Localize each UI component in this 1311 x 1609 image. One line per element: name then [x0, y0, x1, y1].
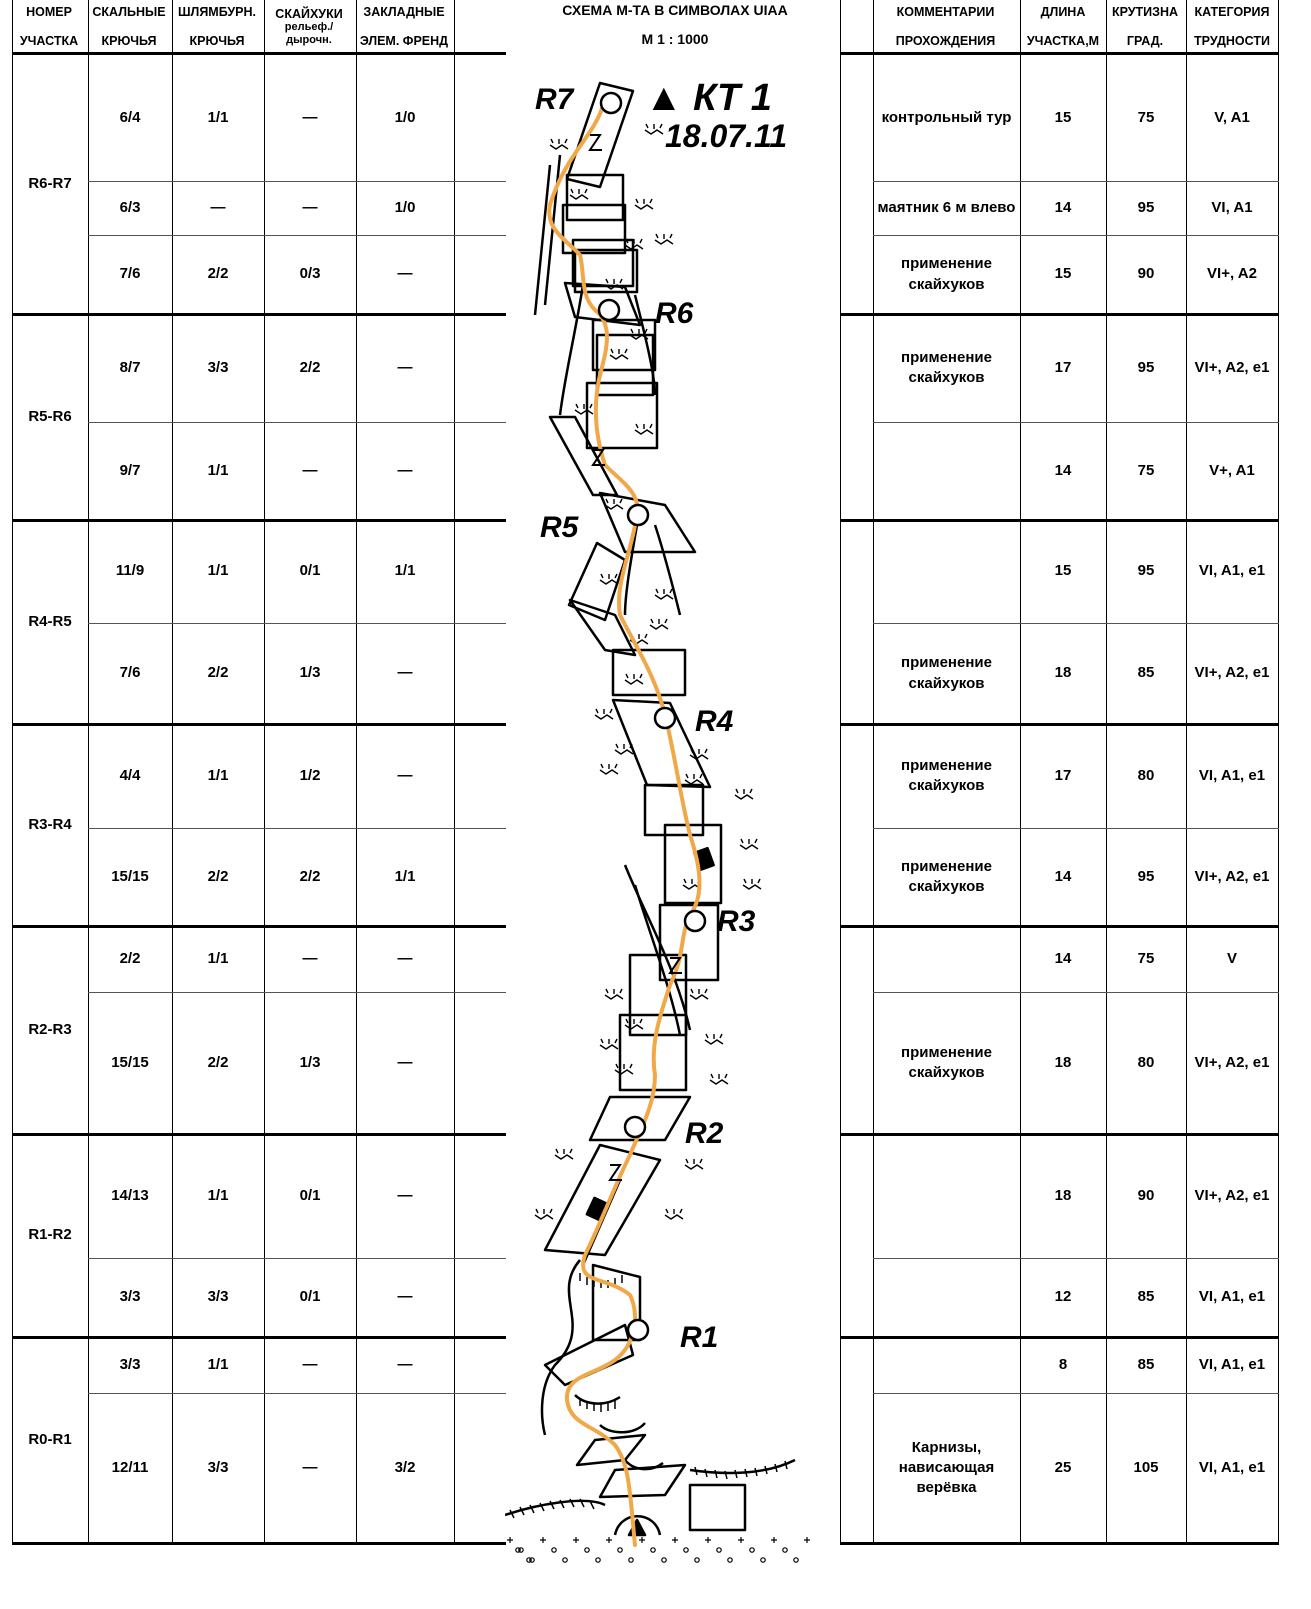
- vegetation-mark: [615, 1064, 633, 1074]
- scree-mark: [738, 1537, 744, 1543]
- friends-cell: —: [397, 664, 413, 682]
- steepness-cell: 80: [1137, 1053, 1155, 1071]
- category-cell: VI+, A2: [1207, 265, 1257, 283]
- vegetation-mark: [635, 199, 653, 209]
- comment-cell: [873, 926, 1020, 992]
- comment-cell: применение скайхуков: [901, 857, 992, 895]
- steepness-cell: 95: [1137, 198, 1155, 216]
- category-cell: VI+, A2, e1: [1194, 1053, 1270, 1071]
- header-scheme: [505, 0, 845, 50]
- steepness-cell: 85: [1137, 1288, 1155, 1306]
- length-cell: 18: [1054, 664, 1072, 682]
- skyhooks-cell: —: [302, 461, 318, 479]
- overhang-arc: [575, 1395, 620, 1404]
- bolts-cell: 3/3: [207, 1458, 229, 1476]
- vegetation-mark: [735, 789, 753, 799]
- scree-mark: [527, 1558, 531, 1562]
- category-cell: V+, A1: [1209, 461, 1255, 479]
- steepness-cell: 90: [1137, 265, 1155, 283]
- skyhooks-cell: 0/1: [299, 562, 321, 580]
- station-circle-r5: [628, 505, 648, 525]
- header-length: [1020, 0, 1106, 53]
- header-friends: [356, 0, 452, 53]
- bolts-cell: 1/1: [207, 1186, 229, 1204]
- rock-pitons-cell: 3/3: [119, 1288, 141, 1306]
- station-label-r1: R1: [680, 1321, 719, 1354]
- steepness-cell: 95: [1137, 358, 1155, 376]
- vegetation-mark: [635, 424, 653, 434]
- station-label-r7: R7: [535, 83, 574, 116]
- vegetation-mark: [710, 1074, 728, 1084]
- length-cell: 14: [1054, 949, 1072, 967]
- vegetation-mark: [690, 989, 708, 999]
- scree-mark: [573, 1537, 579, 1543]
- length-cell: 8: [1058, 1355, 1068, 1373]
- header-text: КРУТИЗНА: [1111, 4, 1179, 19]
- section-name: R6-R7: [28, 175, 72, 193]
- rock-pitons-cell: 9/7: [119, 461, 141, 479]
- station-label-r3: R3: [717, 905, 756, 938]
- category-cell: VI, A1: [1211, 198, 1253, 216]
- skyhooks-cell: 2/2: [299, 867, 321, 885]
- vegetation-mark: [550, 139, 568, 149]
- category-cell: VI, A1, e1: [1198, 1458, 1266, 1476]
- rock-slab: [545, 1145, 660, 1255]
- vegetation-mark: [645, 124, 663, 134]
- header-text: ДЛИНА: [1040, 4, 1086, 19]
- header-text: УЧАСТКА: [19, 33, 79, 48]
- vegetation-mark: [605, 989, 623, 999]
- steepness-cell: 80: [1137, 766, 1155, 784]
- bolts-cell: 2/2: [207, 867, 229, 885]
- vegetation-mark: [570, 189, 588, 199]
- friends-cell: —: [397, 766, 413, 784]
- header-text: КРЮЧЬЯ: [189, 33, 245, 48]
- rock-pitons-cell: 6/4: [119, 108, 141, 126]
- scree-mark: [750, 1548, 754, 1552]
- skyhooks-cell: —: [302, 949, 318, 967]
- rock-pitons-cell: 14/13: [111, 1186, 149, 1204]
- header-section-number: [12, 0, 86, 53]
- scree-mark: [728, 1558, 732, 1562]
- vegetation-mark: [685, 1159, 703, 1169]
- comment-cell: применение скайхуков: [901, 654, 992, 692]
- rock-pitons-cell: 4/4: [119, 766, 141, 784]
- header-text: ЗАКЛАДНЫЕ: [363, 4, 445, 19]
- header-text: КАТЕГОРИЯ: [1194, 4, 1270, 19]
- station-label-r4: R4: [695, 705, 734, 738]
- skyhooks-cell: 0/1: [299, 1288, 321, 1306]
- scree-mark: [684, 1548, 688, 1552]
- vegetation-mark: [743, 879, 761, 889]
- rock-pitons-cell: 3/3: [119, 1355, 141, 1373]
- length-cell: 17: [1054, 358, 1072, 376]
- length-cell: 17: [1054, 766, 1072, 784]
- scree-mark: [629, 1558, 633, 1562]
- comment-cell: применение скайхуков: [901, 255, 992, 293]
- route-scheme-diagram: [505, 55, 845, 1609]
- vegetation-mark: [655, 589, 673, 599]
- scree-mark: [516, 1548, 520, 1552]
- length-cell: 18: [1054, 1186, 1072, 1204]
- scree-mark: [618, 1548, 622, 1552]
- steepness-cell: 75: [1137, 461, 1155, 479]
- station-label-r5: R5: [540, 511, 579, 544]
- header-text: СКАЙХУКИ: [275, 6, 343, 21]
- vegetation-mark: [555, 1149, 573, 1159]
- checkpoint-label: ▲ КТ 1: [645, 77, 772, 119]
- friends-cell: —: [397, 265, 413, 283]
- grid-vline: [1278, 0, 1279, 1543]
- skyhooks-cell: 0/3: [299, 265, 321, 283]
- station-circle-r7: [601, 93, 621, 113]
- station-circle-r2: [625, 1117, 645, 1137]
- scree-mark: [771, 1537, 777, 1543]
- friends-cell: 1/0: [394, 198, 416, 216]
- length-cell: 15: [1054, 108, 1072, 126]
- length-cell: 14: [1054, 461, 1072, 479]
- header-bolts: [172, 0, 262, 53]
- crack-line: [542, 1260, 580, 1435]
- vegetation-mark: [625, 674, 643, 684]
- section-name: R1-R2: [28, 1226, 72, 1244]
- scree-mark: [662, 1558, 666, 1562]
- skyhooks-cell: —: [302, 198, 318, 216]
- scree-mark: [639, 1537, 645, 1543]
- hatching: [695, 1461, 787, 1479]
- comment-cell: [873, 1258, 1020, 1337]
- category-cell: VI, A1, e1: [1198, 562, 1266, 580]
- category-cell: VI+, A2, e1: [1194, 358, 1270, 376]
- comment-cell: применение скайхуков: [901, 1043, 992, 1081]
- bolts-cell: 3/3: [207, 358, 229, 376]
- scree-mark: [606, 1537, 612, 1543]
- bolts-cell: 1/1: [207, 461, 229, 479]
- scree-mark: [651, 1548, 655, 1552]
- bolts-cell: 1/1: [207, 108, 229, 126]
- header-rock-pitons: [88, 0, 170, 53]
- skyhooks-cell: 2/2: [299, 358, 321, 376]
- category-cell: VI+, A2, e1: [1194, 867, 1270, 885]
- friends-cell: —: [397, 949, 413, 967]
- scree-mark: [540, 1537, 546, 1543]
- friends-cell: —: [397, 358, 413, 376]
- bolts-cell: 1/1: [207, 949, 229, 967]
- bolts-cell: 2/2: [207, 664, 229, 682]
- vegetation-mark: [600, 1039, 618, 1049]
- vegetation-mark: [650, 619, 668, 629]
- header-text: СХЕМА М-ТА В СИМВОЛАХ UIAA: [562, 2, 788, 19]
- vegetation-mark: [740, 839, 758, 849]
- grid-vline: [454, 0, 455, 1543]
- vegetation-mark: [610, 349, 628, 359]
- rock-pitons-cell: 7/6: [119, 265, 141, 283]
- comment-cell: контрольный тур: [881, 108, 1012, 126]
- steepness-cell: 85: [1137, 664, 1155, 682]
- station-circle-r4: [655, 708, 675, 728]
- vegetation-mark: [575, 404, 593, 414]
- crack-line: [535, 165, 550, 315]
- header-steepness: [1106, 0, 1184, 53]
- skyhooks-cell: 1/2: [299, 766, 321, 784]
- bolts-cell: —: [210, 198, 226, 216]
- category-cell: V, A1: [1214, 108, 1250, 126]
- header-text: НОМЕР: [26, 4, 72, 19]
- scree-mark: [672, 1537, 678, 1543]
- header-skyhooks: [264, 0, 354, 53]
- rock-slab: [550, 417, 617, 495]
- skyhooks-cell: —: [302, 1355, 318, 1373]
- bolts-cell: 3/3: [207, 1288, 229, 1306]
- vegetation-mark: [605, 279, 623, 289]
- skyhooks-cell: 0/1: [299, 1186, 321, 1204]
- length-cell: 25: [1054, 1458, 1072, 1476]
- section-name: R0-R1: [28, 1430, 72, 1448]
- friends-cell: 1/0: [394, 108, 416, 126]
- header-category: [1186, 0, 1278, 53]
- crack-line: [635, 885, 680, 1035]
- header-comments: [873, 0, 1018, 53]
- rock-pitons-cell: 15/15: [111, 867, 149, 885]
- vegetation-mark: [600, 764, 618, 774]
- length-cell: 15: [1054, 265, 1072, 283]
- overhang-arc: [600, 1423, 645, 1432]
- scree-mark: [596, 1558, 600, 1562]
- steepness-cell: 75: [1137, 108, 1155, 126]
- bolts-cell: 1/1: [207, 562, 229, 580]
- bolts-cell: 2/2: [207, 265, 229, 283]
- skyhooks-cell: 1/3: [299, 1053, 321, 1071]
- category-cell: V: [1226, 949, 1237, 967]
- vegetation-mark: [705, 1034, 723, 1044]
- vegetation-mark: [685, 774, 703, 784]
- header-text: УЧАСТКА,М: [1026, 33, 1100, 48]
- vegetation-mark: [655, 234, 673, 244]
- skyhooks-cell: —: [302, 1458, 318, 1476]
- vegetation-mark: [595, 709, 613, 719]
- scree-mark: [717, 1548, 721, 1552]
- header-text: КОММЕНТАРИИ: [896, 4, 995, 19]
- length-cell: 15: [1054, 562, 1072, 580]
- friends-cell: —: [397, 1288, 413, 1306]
- station-circle-r6: [599, 300, 619, 320]
- scree-mark: [585, 1548, 589, 1552]
- comment-cell: Карнизы, нависающая верёвка: [898, 1438, 995, 1497]
- header-text: ПРОХОЖДЕНИЯ: [895, 33, 996, 48]
- steepness-cell: 75: [1137, 949, 1155, 967]
- station-circle-r1: [628, 1320, 648, 1340]
- length-cell: 14: [1054, 867, 1072, 885]
- bolts-cell: 1/1: [207, 766, 229, 784]
- section-name: R2-R3: [28, 1020, 72, 1038]
- friends-cell: 3/2: [394, 1458, 416, 1476]
- vegetation-mark: [535, 1209, 553, 1219]
- friends-cell: 1/1: [394, 562, 416, 580]
- steepness-cell: 90: [1137, 1186, 1155, 1204]
- steepness-cell: 95: [1137, 562, 1155, 580]
- vegetation-mark: [625, 1019, 643, 1029]
- friends-cell: —: [397, 1186, 413, 1204]
- station-label-r2: R2: [685, 1117, 724, 1150]
- rock-pitons-cell: 8/7: [119, 358, 141, 376]
- vegetation-mark: [605, 499, 623, 509]
- friends-cell: —: [397, 1053, 413, 1071]
- header-text: дырочн.: [286, 33, 332, 46]
- scree-mark: [563, 1558, 567, 1562]
- header-text: ШЛЯМБУРН.: [177, 4, 256, 19]
- length-cell: 18: [1054, 1053, 1072, 1071]
- hatching: [580, 1398, 615, 1412]
- scree-mark: [794, 1558, 798, 1562]
- rock-block: [645, 785, 703, 835]
- section-name: R5-R6: [28, 407, 72, 425]
- bolts-cell: 2/2: [207, 1053, 229, 1071]
- skyhooks-cell: 1/3: [299, 664, 321, 682]
- skyhooks-cell: —: [302, 108, 318, 126]
- length-cell: 14: [1054, 198, 1072, 216]
- comment-cell: применение скайхуков: [901, 756, 992, 794]
- station-circle-r3: [685, 911, 705, 931]
- section-name: R4-R5: [28, 612, 72, 630]
- rock-pitons-cell: 2/2: [119, 949, 141, 967]
- comment-cell: [873, 520, 1020, 623]
- scree-mark: [804, 1537, 810, 1543]
- scree-mark: [552, 1548, 556, 1552]
- bolts-cell: 1/1: [207, 1355, 229, 1373]
- comment-cell: [873, 1337, 1020, 1393]
- comment-cell: маятник 6 м влево: [877, 198, 1016, 216]
- header-text: ТРУДНОСТИ: [1194, 33, 1270, 48]
- rock-pitons-cell: 15/15: [111, 1053, 149, 1071]
- vegetation-mark: [600, 574, 618, 584]
- rock-pitons-cell: 11/9: [115, 562, 145, 580]
- comment-cell: [873, 422, 1020, 520]
- steepness-cell: 95: [1137, 867, 1155, 885]
- scree-mark: [695, 1558, 699, 1562]
- scree-mark: [761, 1558, 765, 1562]
- comment-cell: применение скайхуков: [901, 348, 992, 386]
- header-text: М 1 : 1000: [641, 31, 709, 47]
- checkpoint-date: 18.07.11: [665, 118, 788, 154]
- header-text: ГРАД.: [1126, 33, 1164, 48]
- station-label-r6: R6: [655, 297, 694, 330]
- category-cell: VI, A1, e1: [1198, 1355, 1266, 1373]
- section-name: R3-R4: [28, 815, 72, 833]
- friends-cell: —: [397, 1355, 413, 1373]
- rock-pitons-cell: 12/11: [111, 1458, 149, 1476]
- category-cell: VI+, A2, e1: [1194, 1186, 1270, 1204]
- category-cell: VI+, A2, e1: [1194, 664, 1270, 682]
- rock-pitons-cell: 6/3: [119, 198, 141, 216]
- length-cell: 12: [1054, 1288, 1072, 1306]
- category-cell: VI, A1, e1: [1198, 766, 1266, 784]
- vegetation-mark: [665, 1209, 683, 1219]
- steepness-cell: 85: [1137, 1355, 1155, 1373]
- crack-line: [655, 525, 680, 615]
- friends-cell: 1/1: [394, 867, 416, 885]
- rock-pitons-cell: 7/6: [119, 664, 141, 682]
- friends-cell: —: [397, 461, 413, 479]
- comment-cell: [873, 1134, 1020, 1258]
- header-text: СКАЛЬНЫЕ: [92, 4, 166, 19]
- scree-mark: [783, 1548, 787, 1552]
- steepness-cell: 105: [1133, 1458, 1159, 1476]
- scree-mark: [507, 1537, 513, 1543]
- category-cell: VI, A1, e1: [1198, 1288, 1266, 1306]
- header-text: КРЮЧЬЯ: [101, 33, 157, 48]
- header-text: рельеф./: [284, 21, 334, 34]
- scree-mark: [705, 1537, 711, 1543]
- rock-block: [690, 1485, 745, 1530]
- header-text: ЭЛЕМ. ФРЕНД: [359, 33, 449, 48]
